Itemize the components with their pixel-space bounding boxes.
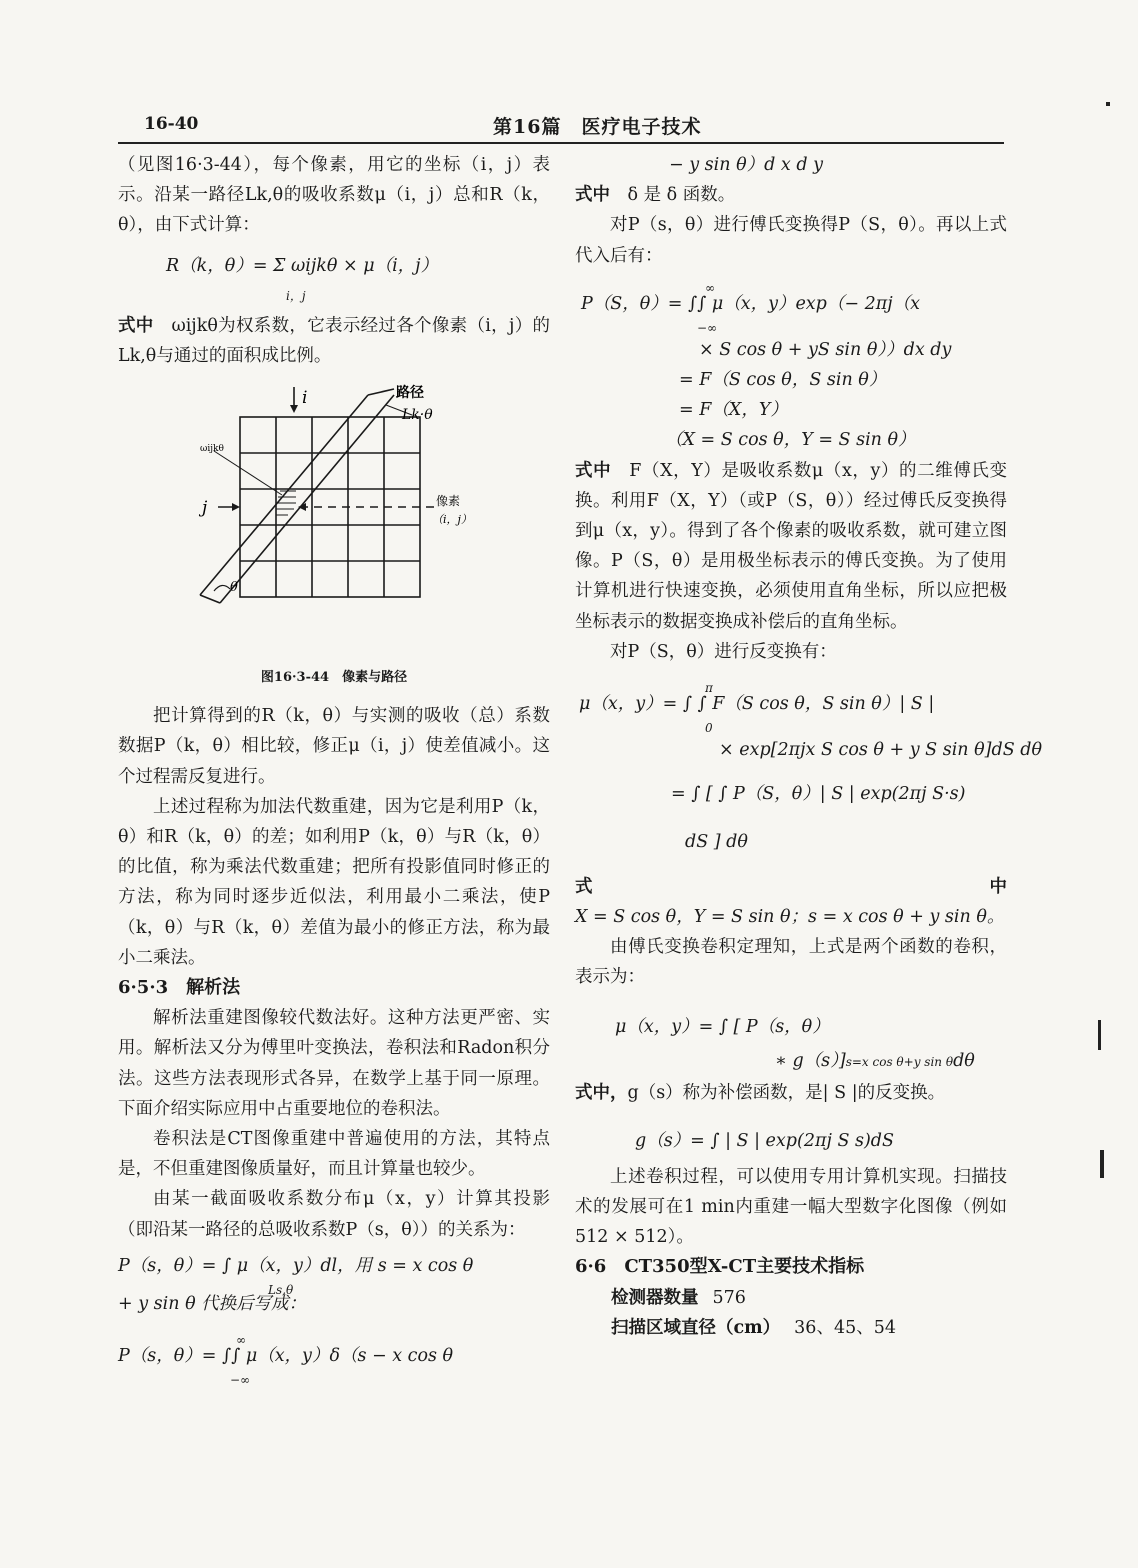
spec-row: 检测器数量 576	[611, 1287, 746, 1308]
paragraph: 对P（S，θ）进行反变换有：	[610, 641, 837, 662]
paragraph: 上述过程称为加法代数重建，因为它是利用P（k，θ）和R（k，θ）的差；如利用P（k，θ）与R（k，θ）的比值，称为乘法代数重建；把所有投影值同时修正的方法，称为同时逐步近似法，利用最小二乘法，使P（k，θ）与R（k，θ）差值为最小的修正方法，称为最小二乘法。	[118, 796, 550, 968]
page-number: 16-40	[144, 114, 199, 134]
label-where: 式中	[575, 460, 612, 481]
label-theta: θ	[230, 580, 238, 596]
paragraph: 卷积法是CT图像重建中普遍使用的方法，其特点是，不但重建图像质量好，而且计算量也较少。	[118, 1129, 550, 1180]
equation-3-continued: − y sin θ）d x d y	[669, 155, 823, 175]
equation-2-continued: + y sin θ 代换后写成：	[118, 1293, 307, 1314]
equation-2: P（s，θ）= ∫ μ（x，y）dl，用 s = x cos θ Ls,θ	[118, 1255, 474, 1297]
equation-4: P（S，θ）= ∫∫ μ（x，y）exp（− 2πj（x ∞ −∞	[581, 280, 921, 335]
paragraph: 上述卷积过程，可以使用专用计算机实现。扫描技术的发展可在1 min内重建一幅大型数字化图像（例如512 × 512）。	[575, 1166, 1007, 1248]
right-column: − y sin θ）d x d y 式中 δ 是 δ 函数。 对P（s，θ）进行傅氏变换得P（S，θ）。再以上式代入后有： P（S，θ）= ∫∫ μ（x，y）exp（− 2πj（x ∞ −∞ × S cos θ + yS sin θ））dx dy = F（S cos θ，S sin θ） = F（X，Y） （X = S cos θ，Y = S sin θ） 式中 F（X，Y）是吸收系数μ（x，y）的二维傅氏变换。利用F（X，Y）（或P（S，θ））经过傅氏反变换得到μ（x，y）。得到了各个像素的吸收系数，就可建立图像。P（S，θ）是用极坐标表示的傅氏变换。为了使用计算机进行快速变换，必须使用直角坐标，所以应把极坐标表示的数据变换成补偿后的直角坐标。 对P（S，θ）进行反变换有： μ（x，y）= ∫ ∫ F（S cos θ，S sin θ）| S | π 0 × exp[2πjx S cos θ + y S sin θ]dS dθ = ∫ [ ∫ P（S，θ）| S | exp(2πj S·s) dS ] dθ 式中 X = S cos θ，Y = S sin θ；s = x cos θ + y sin θ。 由傅氏变换卷积定理知，上式是两个函数的卷积，表示为： μ（x，y）= ∫ [ P（s，θ） ∗ g（s）]s=x cos θ+y sin θdθ 式中，g（s）称为补偿函数，是| S |的反变换。 g（s）= ∫ | S | exp(2πj S s)dS 上述卷积过程，可以使用专用计算机实现。扫描技术的发展可在1 min内重建一幅大型数字化图像（例如512 × 512）。 6·6 CT350型X-CT主要技术指标 检测器数量 576 扫描区域直径（cm） 36、45、54	[575, 150, 1007, 1343]
label-j: j	[202, 498, 208, 519]
scan-mark	[1106, 102, 1110, 106]
paragraph: δ 是 δ 函数。	[627, 185, 736, 206]
section-title: 第16篇 医疗电子技术	[493, 116, 702, 138]
label-where: 式中，	[575, 1082, 628, 1103]
figure-caption: 图16·3-44 像素与路径	[260, 670, 408, 686]
label-pixel: 像素	[436, 494, 461, 509]
scan-mark	[1100, 1150, 1104, 1178]
label-omega: ωijkθ	[200, 444, 224, 455]
label-pixel-coord: （i，j）	[432, 513, 472, 527]
label-L: Lk·θ	[402, 407, 433, 424]
label-where: 式中	[118, 315, 154, 336]
equation-1: R（k，θ）= Σ ωijkθ × μ（i，j） i，j	[166, 255, 439, 303]
scan-mark	[1098, 1020, 1101, 1050]
paragraph: 把计算得到的R（k，θ）与实测的吸收（总）系数数据P（k，θ）相比较，修正μ（i，j）使差值减小。这个过程需反复进行。	[118, 706, 550, 787]
label-where: 式中	[575, 876, 1007, 897]
section-heading: 6·6 CT350型X-CT主要技术指标	[575, 1256, 865, 1278]
pixel-grid-diagram	[118, 379, 550, 659]
label-i: i	[302, 388, 308, 409]
equation-7: g（s）= ∫ | S | exp(2πj S s)dS	[635, 1130, 894, 1151]
paragraph: F（X，Y）是吸收系数μ（x，y）的二维傅氏变换。利用F（X，Y）（或P（S，θ））经过傅氏反变换得到μ（x，y）。得到了各个像素的吸收系数，就可建立图像。P（S，θ）是用极坐标表示的傅氏变换。为了使用计算机进行快速变换，必须使用直角坐标，所以应把极坐标表示的数据变换成补偿后的直角坐标。	[575, 460, 1008, 632]
label-path: 路径	[396, 385, 424, 402]
equation-3: P（s，θ）= ∫∫ μ（x，y）δ（s − x cos θ ∞ −∞	[118, 1333, 454, 1388]
paragraph: 对P（s，θ）进行傅氏变换得P（S，θ）。再以上式代入后有：	[575, 215, 1007, 266]
paragraph: g（s）称为补偿函数，是| S |的反变换。	[627, 1082, 946, 1103]
paragraph: X = S cos θ，Y = S sin θ；s = x cos θ + y sin θ。	[575, 906, 1005, 927]
paragraph: 由傅氏变换卷积定理知，上式是两个函数的卷积，表示为：	[575, 937, 1007, 988]
paragraph: ωijkθ为权系数，它表示经过各个像素（i，j）的Lk,θ与通过的面积成比例。	[118, 315, 551, 366]
label-where: 式中	[575, 185, 610, 206]
left-column	[118, 150, 550, 1387]
paragraph: （见图16·3-44），每个像素，用它的坐标（i，j）表示。沿某一路径Lk,θ的吸收系数μ（i，j）总和R（k，θ），由下式计算：	[118, 155, 550, 236]
figure-pixel-path	[118, 379, 550, 659]
spec-row: 扫描区域直径（cm） 36、45、54	[611, 1317, 896, 1338]
paragraph: 解析法重建图像较代数法好。这种方法更严密、实用。解析法又分为傅里叶变换法，卷积法和Radon积分法。这些方法表现形式各异，在数学上基于同一原理。下面介绍实际应用中占重要地位的卷积法。	[118, 1008, 550, 1119]
equation-6: μ（x，y）= ∫ [ P（s，θ）	[615, 1017, 830, 1038]
paragraph: 由某一截面吸收系数分布μ（x，y）计算其投影（即沿某一路径的总吸收系数P（s，θ））的关系为：	[118, 1189, 550, 1240]
page-header	[118, 108, 1004, 144]
equation-5: μ（x，y）= ∫ ∫ F（S cos θ，S sin θ）| S | π 0	[579, 681, 935, 736]
section-heading: 6·5·3 解析法	[118, 977, 241, 999]
